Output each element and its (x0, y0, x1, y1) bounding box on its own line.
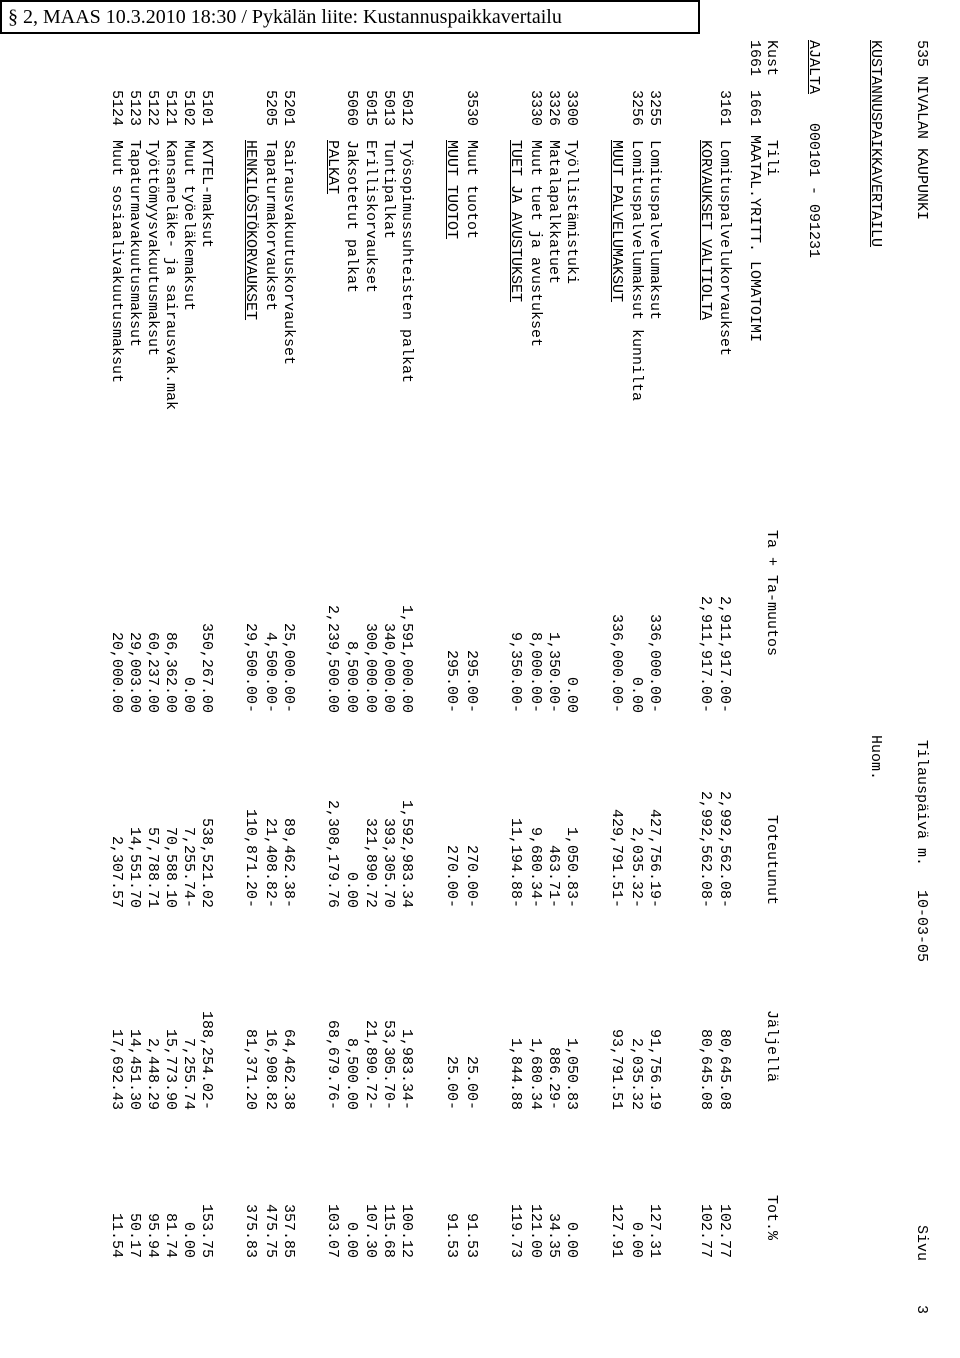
row-remaining-value: 25.00- (463, 1055, 480, 1110)
row-remaining-value: 53,305.70- (380, 1019, 397, 1110)
row-actual-value: 14,551.70 (126, 826, 143, 908)
row-account-name: Erilliskorvaukset (362, 140, 379, 294)
row-account-code: 5102 (180, 90, 197, 127)
row-account-code: 3255 (646, 90, 663, 127)
row-actual-value: 321,890.72 (362, 817, 379, 908)
row-remaining-value: 68,679.76- (324, 1019, 341, 1110)
row-pct-value: 11.54 (108, 1212, 125, 1258)
row-remaining-value: 1,680.34 (527, 1037, 544, 1110)
row-pct-value: 0.00 (563, 1221, 580, 1258)
order-date-label: Tilauspäivä m. (913, 740, 930, 867)
row-remaining-value: 2,448.29 (144, 1037, 161, 1110)
row-actual-value: 0.00 (343, 871, 360, 908)
row-account-code: 5121 (162, 90, 179, 127)
row-account-name: Työttömyysvakuutusmaksut (144, 140, 161, 357)
row-remaining-value: 16,908.82 (262, 1028, 279, 1110)
row-account-name: Työllistämistuki (563, 140, 580, 285)
document-banner: § 2, MAAS 10.3.2010 18:30 / Pykälän liite: Kustannuspaikkavertailu (0, 0, 700, 34)
row-pct-value: 475.75 (262, 1203, 279, 1258)
row-pct-value: 0.00 (343, 1221, 360, 1258)
row-actual-value: 393,305.70 (380, 817, 397, 908)
row-budget-value: 295.00- (463, 649, 480, 713)
row-actual-value: 270.00- (443, 844, 460, 908)
row-pct-value: 127.91 (608, 1203, 625, 1258)
row-account-name: Muut sosiaalivakuutusmaksut (108, 140, 125, 384)
row-actual-value: 21,408.82- (262, 817, 279, 908)
row-account-name: Tapaturmavakuutusmaksut (126, 140, 143, 348)
row-pct-value: 91.53 (463, 1212, 480, 1258)
row-account-name: Sairausvakuutuskorvaukset (280, 140, 297, 366)
row-account-code: 5060 (343, 90, 360, 127)
row-account-code: 5123 (126, 90, 143, 127)
row-pct-value: 153.75 (198, 1203, 215, 1258)
row-actual-value: 2,992,562.08- (697, 790, 714, 908)
row-budget-value: 25,000.00- (280, 622, 297, 713)
row-pct-value: 102.77 (716, 1203, 733, 1258)
row-actual-value: 1,050.83- (563, 826, 580, 908)
row-subtotal-label: PALKAT (324, 140, 341, 195)
order-date: 10-03-05 (913, 890, 930, 963)
row-subtotal-label: TUET JA AVUSTUKSET (507, 140, 524, 303)
row-account-name: Muut tuet ja avustukset (527, 140, 544, 348)
row-remaining-value: 93,791.51 (608, 1028, 625, 1110)
row-pct-value: 103.07 (324, 1203, 341, 1258)
cost-center-label: 1661 MAATAL.YRITT. LOMATOIMI (746, 90, 763, 343)
row-account-name: Muut työeläkemaksut (180, 140, 197, 312)
row-account-name: Kansaneläke- ja sairausvak.mak (162, 140, 179, 411)
row-budget-value: 9,350.00- (507, 631, 524, 713)
row-account-code: 3300 (563, 90, 580, 127)
row-account-name: Lomituspalvelumaksut (646, 140, 663, 321)
row-actual-value: 70,588.10 (162, 826, 179, 908)
row-remaining-value: 2,035.32 (628, 1037, 645, 1110)
row-actual-value: 9,680.34- (527, 826, 544, 908)
cost-center-code: 1661 (746, 40, 763, 77)
row-remaining-value: 1,844.88 (507, 1037, 524, 1110)
report-note: Huom. (867, 735, 884, 781)
row-account-code: 3326 (545, 90, 562, 127)
row-account-code: 3330 (527, 90, 544, 127)
row-remaining-value: 21,890.72- (362, 1019, 379, 1110)
row-subtotal-label: MUUT TUOTOT (443, 140, 460, 240)
row-pct-value: 81.74 (162, 1212, 179, 1258)
period-range: 000101 - 091231 (805, 123, 822, 259)
row-account-code: 3530 (463, 90, 480, 127)
row-budget-value: 1,350.00- (545, 631, 562, 713)
row-remaining-value: 80,645.08 (716, 1028, 733, 1110)
row-actual-value: 463.71- (545, 844, 562, 908)
row-budget-value: 60,237.00 (144, 631, 161, 713)
row-pct-value: 107.30 (362, 1203, 379, 1258)
row-budget-value: 0.00 (180, 676, 197, 713)
row-actual-value: 2,308,179.76 (324, 799, 341, 908)
row-pct-value: 121.00 (527, 1203, 544, 1258)
row-budget-value: 295.00- (443, 649, 460, 713)
row-account-code: 5122 (144, 90, 161, 127)
column-kust: Kust (763, 40, 780, 77)
row-pct-value: 34.35 (545, 1212, 562, 1258)
row-pct-value: 0.00 (180, 1221, 197, 1258)
row-account-code: 5205 (262, 90, 279, 127)
row-budget-value: 340,000.00 (380, 622, 397, 713)
row-budget-value: 336,000.00- (646, 613, 663, 713)
row-account-code: 3256 (628, 90, 645, 127)
row-subtotal-label: HENKILÖSTÖKORVAUKSET (242, 140, 259, 321)
row-actual-value: 429,791.51- (608, 808, 625, 908)
report-title: KUSTANNUSPAIKKAVERTAILU (867, 40, 884, 248)
row-budget-value: 20,000.00 (108, 631, 125, 713)
row-pct-value: 95.94 (144, 1212, 161, 1258)
column-actual: Toteutunut (763, 815, 780, 906)
row-actual-value: 11,194.88- (507, 817, 524, 908)
row-subtotal-label: MUUT PALVELUMAKSUT (608, 140, 625, 303)
row-budget-value: 336,000.00- (608, 613, 625, 713)
row-pct-value: 91.53 (443, 1212, 460, 1258)
row-actual-value: 427,756.19- (646, 808, 663, 908)
row-budget-value: 8,000.00- (527, 631, 544, 713)
row-budget-value: 8,500.00 (343, 640, 360, 713)
row-account-name: Työsopimussuhteisten palkat (398, 140, 415, 384)
row-account-code: 5201 (280, 90, 297, 127)
row-pct-value: 50.17 (126, 1212, 143, 1258)
row-budget-value: 2,911,917.00- (697, 595, 714, 713)
row-budget-value: 300,000.00 (362, 622, 379, 713)
row-account-code: 5101 (198, 90, 215, 127)
row-account-name: Jaksotetut palkat (343, 140, 360, 294)
row-actual-value: 1,592,983.34 (398, 799, 415, 908)
row-actual-value: 57,788.71 (144, 826, 161, 908)
row-pct-value: 119.73 (507, 1203, 524, 1258)
row-actual-value: 2,307.57 (108, 835, 125, 908)
row-account-name: Matalapalkkatuet (545, 140, 562, 285)
row-actual-value: 2,035.32- (628, 826, 645, 908)
row-pct-value: 115.68 (380, 1203, 397, 1258)
column-tili: Tili (763, 140, 780, 177)
row-pct-value: 127.31 (646, 1203, 663, 1258)
row-account-name: Lomituspalvelukorvaukset (716, 140, 733, 357)
row-budget-value: 2,911,917.00- (716, 595, 733, 713)
page-label: Sivu (913, 1225, 930, 1262)
row-account-code: 3161 (716, 90, 733, 127)
row-actual-value: 89,462.38- (280, 817, 297, 908)
row-remaining-value: 91,756.19 (646, 1028, 663, 1110)
column-pct: Tot.% (763, 1195, 780, 1241)
period-label: AJALTA (805, 40, 822, 95)
row-budget-value: 4,500.00- (262, 631, 279, 713)
row-subtotal-label: KORVAUKSET VALTIOLTA (697, 140, 714, 321)
row-budget-value: 86,362.00 (162, 631, 179, 713)
page-number: 3 (913, 1305, 930, 1315)
row-budget-value: 0.00 (628, 676, 645, 713)
row-remaining-value: 8,500.00 (343, 1037, 360, 1110)
row-remaining-value: 64,462.38 (280, 1028, 297, 1110)
row-remaining-value: 80,645.08 (697, 1028, 714, 1110)
row-remaining-value: 188,254.02- (198, 1010, 215, 1110)
row-actual-value: 2,992,562.08- (716, 790, 733, 908)
organization-name: 535 NIVALAN KAUPUNKI (913, 40, 930, 221)
row-remaining-value: 17,692.43 (108, 1028, 125, 1110)
row-account-name: KVTEL-maksut (198, 140, 215, 249)
row-account-name: Tapaturmakorvaukset (262, 140, 279, 312)
row-budget-value: 1,591,000.00 (398, 604, 415, 713)
row-account-code: 5013 (380, 90, 397, 127)
row-account-code: 5012 (398, 90, 415, 127)
row-actual-value: 7,255.74- (180, 826, 197, 908)
row-pct-value: 0.00 (628, 1221, 645, 1258)
row-account-code: 5124 (108, 90, 125, 127)
row-remaining-value: 25.00- (443, 1055, 460, 1110)
row-pct-value: 375.83 (242, 1203, 259, 1258)
row-budget-value: 0.00 (563, 676, 580, 713)
row-remaining-value: 1,983.34- (398, 1028, 415, 1110)
row-remaining-value: 1,050.83 (563, 1037, 580, 1110)
row-actual-value: 538,521.02 (198, 817, 215, 908)
row-account-name: Lomituspalvelumaksut kunnilta (628, 140, 645, 402)
row-budget-value: 350,267.00 (198, 622, 215, 713)
row-budget-value: 2,239,500.00 (324, 604, 341, 713)
row-remaining-value: 81,371.20 (242, 1028, 259, 1110)
row-budget-value: 29,003.00 (126, 631, 143, 713)
column-budget: Ta + Ta-muutos (763, 530, 780, 657)
row-account-code: 5015 (362, 90, 379, 127)
row-account-name: Tuntipalkat (380, 140, 397, 240)
row-budget-value: 29,500.00- (242, 622, 259, 713)
row-remaining-value: 7,255.74 (180, 1037, 197, 1110)
row-remaining-value: 14,451.30 (126, 1028, 143, 1110)
column-remaining: Jäljellä (763, 1010, 780, 1083)
row-account-name: Muut tuotot (463, 140, 480, 240)
row-pct-value: 100.12 (398, 1203, 415, 1258)
row-remaining-value: 886.29- (545, 1046, 562, 1110)
row-pct-value: 357.85 (280, 1203, 297, 1258)
row-pct-value: 102.77 (697, 1203, 714, 1258)
row-actual-value: 110,871.20- (242, 808, 259, 908)
row-remaining-value: 15,773.90 (162, 1028, 179, 1110)
row-actual-value: 270.00- (463, 844, 480, 908)
